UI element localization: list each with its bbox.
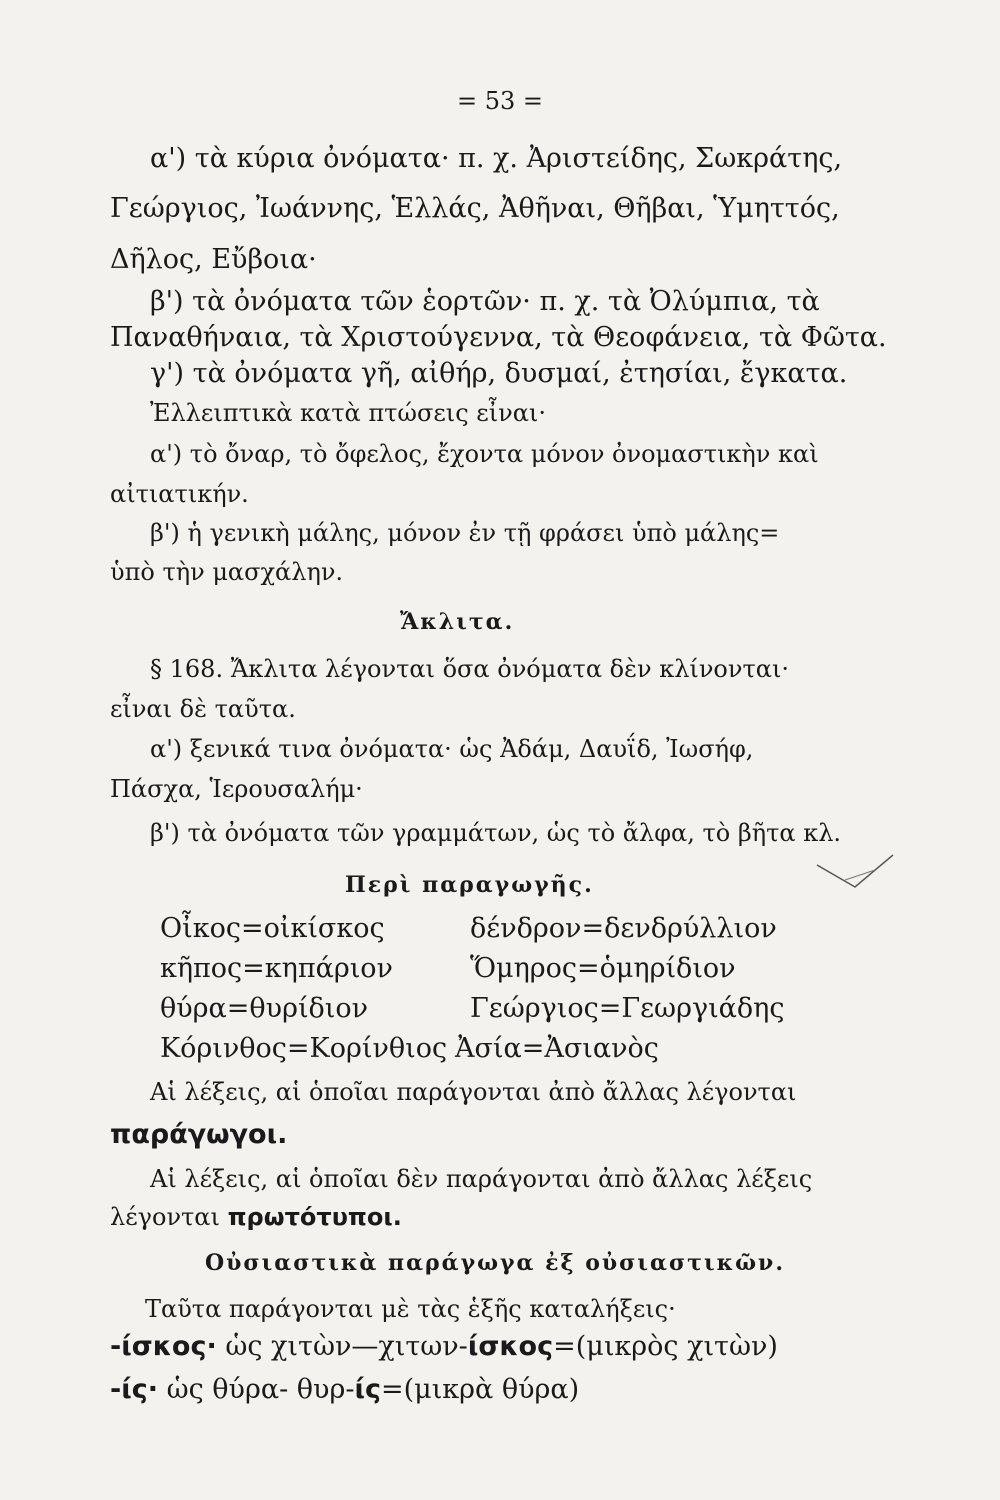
term-primitive: πρωτότυποι.	[227, 1203, 402, 1231]
text-line: β') τὰ ὀνόματα τῶν ἑορτῶν· π. χ. τὰ Ὀλύμπια, τὰ	[150, 286, 820, 317]
derivation-right: Ὅμηρος=ὁμηρίδιον	[470, 953, 736, 984]
text-line: Αἱ λέξεις, αἱ ὁποῖαι παράγονται ἀπὸ ἄλλας λέγονται	[150, 1078, 797, 1106]
text-line	[110, 1373, 579, 1407]
suffix-term: -ίσκος·	[110, 1331, 217, 1362]
text-line	[110, 1200, 402, 1234]
text-fragment: =(μικρὰ θύρα)	[380, 1374, 580, 1405]
term-derivative: παράγωγοι.	[110, 1119, 288, 1150]
text-line: α') τὸ ὄναρ, τὸ ὄφελος, ἔχοντα μόνον ὀνομαστικὴν καὶ	[150, 440, 819, 468]
text-line: β') ἡ γενικὴ μάλης, μόνον ἐν τῇ φράσει ὑπὸ μάλης=	[150, 519, 780, 547]
derivation-right: Ἀσία=Ἀσιανὸς	[455, 1033, 659, 1064]
text-line: Γεώργιος, Ἰωάννης, Ἑλλάς, Ἀθῆναι, Θῆβαι, Ὑμηττός,	[110, 193, 840, 224]
suffix-term: ίσκος	[467, 1331, 554, 1362]
text-line: § 168. Ἄκλιτα λέγονται ὅσα ὀνόματα δὲν κλίνονται·	[150, 655, 789, 683]
suffix-term: ίς	[354, 1374, 381, 1405]
derivation-left: Κόρινθος=Κορίνθιος	[160, 1033, 448, 1064]
text-fragment: λέγονται	[110, 1203, 228, 1231]
text-fragment: =(μικρὸς χιτὼν)	[553, 1331, 778, 1362]
text-line: Ταῦτα παράγονται μὲ τὰς ἑξῆς καταλήξεις·	[145, 1295, 676, 1323]
text-line: Πάσχα, Ἱερουσαλήμ·	[110, 775, 363, 803]
text-line	[110, 1330, 778, 1364]
section-heading: Οὐσιαστικὰ παράγωγα ἐξ οὐσιαστικῶν.	[205, 1250, 785, 1276]
text-fragment: ὡς χιτὼν—χιτων-	[216, 1331, 468, 1362]
section-heading: Περὶ παραγωγῆς.	[345, 872, 594, 898]
suffix-term: -ίς·	[110, 1374, 158, 1405]
text-line: αἰτιατικήν.	[110, 480, 249, 508]
derivation-left: Οἶκος=οἰκίσκος	[160, 913, 385, 944]
text-line: Ἐλλειπτικὰ κατὰ πτώσεις εἶναι·	[150, 399, 546, 427]
text-line: Αἱ λέξεις, αἱ ὁποῖαι δὲν παράγονται ἀπὸ ἄλλας λέξεις	[150, 1165, 813, 1193]
derivation-right: Γεώργιος=Γεωργιάδης	[470, 993, 785, 1024]
text-line: ὑπὸ τὴν μασχάλην.	[110, 558, 344, 586]
text-line: α') τὰ κύρια ὀνόματα· π. χ. Ἀριστείδης, Σωκράτης,	[150, 143, 843, 174]
section-heading: Ἄκλιτα.	[400, 609, 515, 635]
pencil-check-mark	[815, 845, 895, 895]
text-line: β') τὰ ὀνόματα τῶν γραμμάτων, ὡς τὸ ἄλφα, τὸ βῆτα κλ.	[150, 819, 842, 847]
text-line: εἶναι δὲ ταῦτα.	[110, 695, 296, 723]
text-fragment: ὡς θύρα- θυρ-	[158, 1374, 355, 1405]
page-number: = 53 =	[456, 87, 543, 115]
text-line: γ') τὰ ὀνόματα γῆ, αἰθήρ, δυσμαί, ἐτησίαι, ἔγκατα.	[150, 358, 848, 389]
derivation-right: δένδρον=δενδρύλλιον	[470, 913, 777, 944]
text-line: α') ξενικά τινα ὀνόματα· ὡς Ἀδάμ, Δαυΐδ, Ἰωσήφ,	[150, 735, 754, 763]
text-line: Δῆλος, Εὔβοια·	[110, 244, 317, 275]
text-line: Παναθήναια, τὰ Χριστούγεννα, τὰ Θεοφάνεια, τὰ Φῶτα.	[110, 322, 887, 353]
derivation-left: θύρα=θυρίδιον	[160, 993, 369, 1024]
derivation-left: κῆπος=κηπάριον	[160, 953, 393, 984]
